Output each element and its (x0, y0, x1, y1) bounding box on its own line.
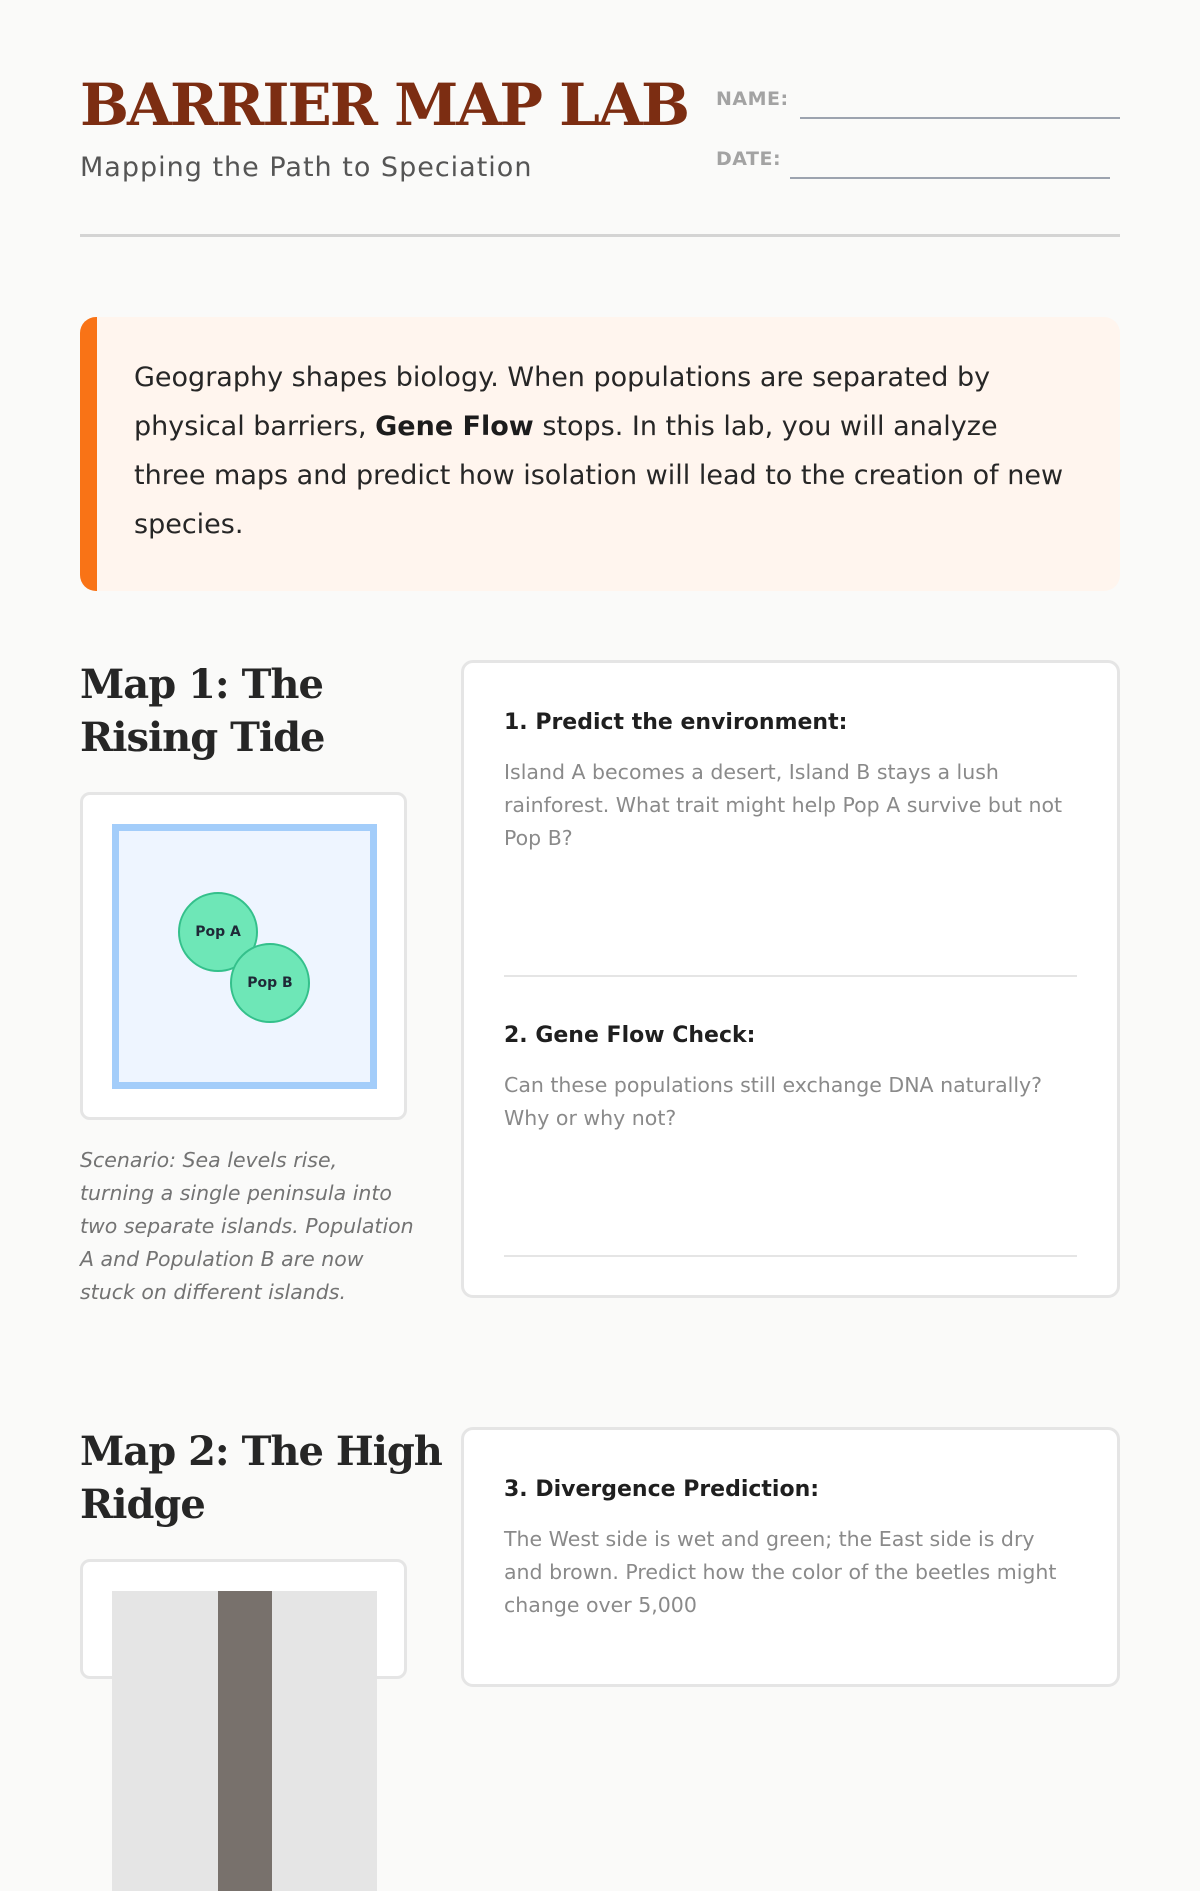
map1-title (80, 658, 325, 764)
map1-island-area (112, 824, 377, 1089)
map2-title-line2: Ridge (80, 1481, 205, 1528)
map2-mountain-ridge (218, 1591, 272, 1891)
map1-title-line2: Rising Tide (80, 714, 325, 761)
question-3-prompt: The West side is wet and green; the East side is dry and brown. Predict how the color of the beetles might change over 5,000 (504, 1527, 1057, 1617)
question-2-prompt: Can these populations still exchange DNA naturally? Why or why not? (504, 1073, 1043, 1130)
intro-callout (80, 317, 1120, 591)
header-divider (80, 234, 1120, 237)
population-a-marker: Pop A (178, 892, 258, 972)
name-label: NAME: (716, 88, 789, 110)
date-field[interactable] (790, 177, 1110, 179)
map2-figure (80, 1559, 407, 1679)
intro-gene-flow-term: Gene Flow (375, 411, 534, 442)
intro-text-end: stops. In this lab, you will analyze three maps and predict how isolation will lead to the creation of new species. (134, 411, 1064, 540)
population-b-marker: Pop B (230, 943, 310, 1023)
question-1-prompt: Island A becomes a desert, Island B stays a lush rainforest. What trait might help Pop A survive but not Pop B? (504, 760, 1063, 850)
question-2-answer-line[interactable] (504, 1255, 1077, 1257)
question-2 (504, 1021, 1077, 1135)
intro-text-start: Geography shapes biology. When populations are separated by physical barriers, (134, 362, 991, 442)
question-2-title: 2. Gene Flow Check: (504, 1023, 756, 1048)
date-label: DATE: (716, 148, 782, 170)
map1-figure (80, 792, 407, 1120)
question-1-title: 1. Predict the environment: (504, 710, 848, 735)
map2-question-card (461, 1427, 1120, 1687)
map2-title (80, 1425, 442, 1531)
map1-title-line1: Map 1: The (80, 661, 323, 708)
question-3-title: 3. Divergence Prediction: (504, 1477, 820, 1502)
name-field[interactable] (800, 117, 1120, 119)
map2-title-line1: Map 2: The High (80, 1428, 442, 1475)
question-3 (504, 1475, 1077, 1622)
worksheet-subtitle: Mapping the Path to Speciation (80, 152, 533, 183)
map1-scenario: Scenario: Sea levels rise, turning a single peninsula into two separate islands. Population A and Population B are now stuck on different islands. (80, 1148, 414, 1304)
question-1 (504, 708, 1077, 855)
worksheet-title: BARRIER MAP LAB (80, 71, 688, 139)
map1-question-card (461, 660, 1120, 1298)
question-1-answer-line[interactable] (504, 975, 1077, 977)
